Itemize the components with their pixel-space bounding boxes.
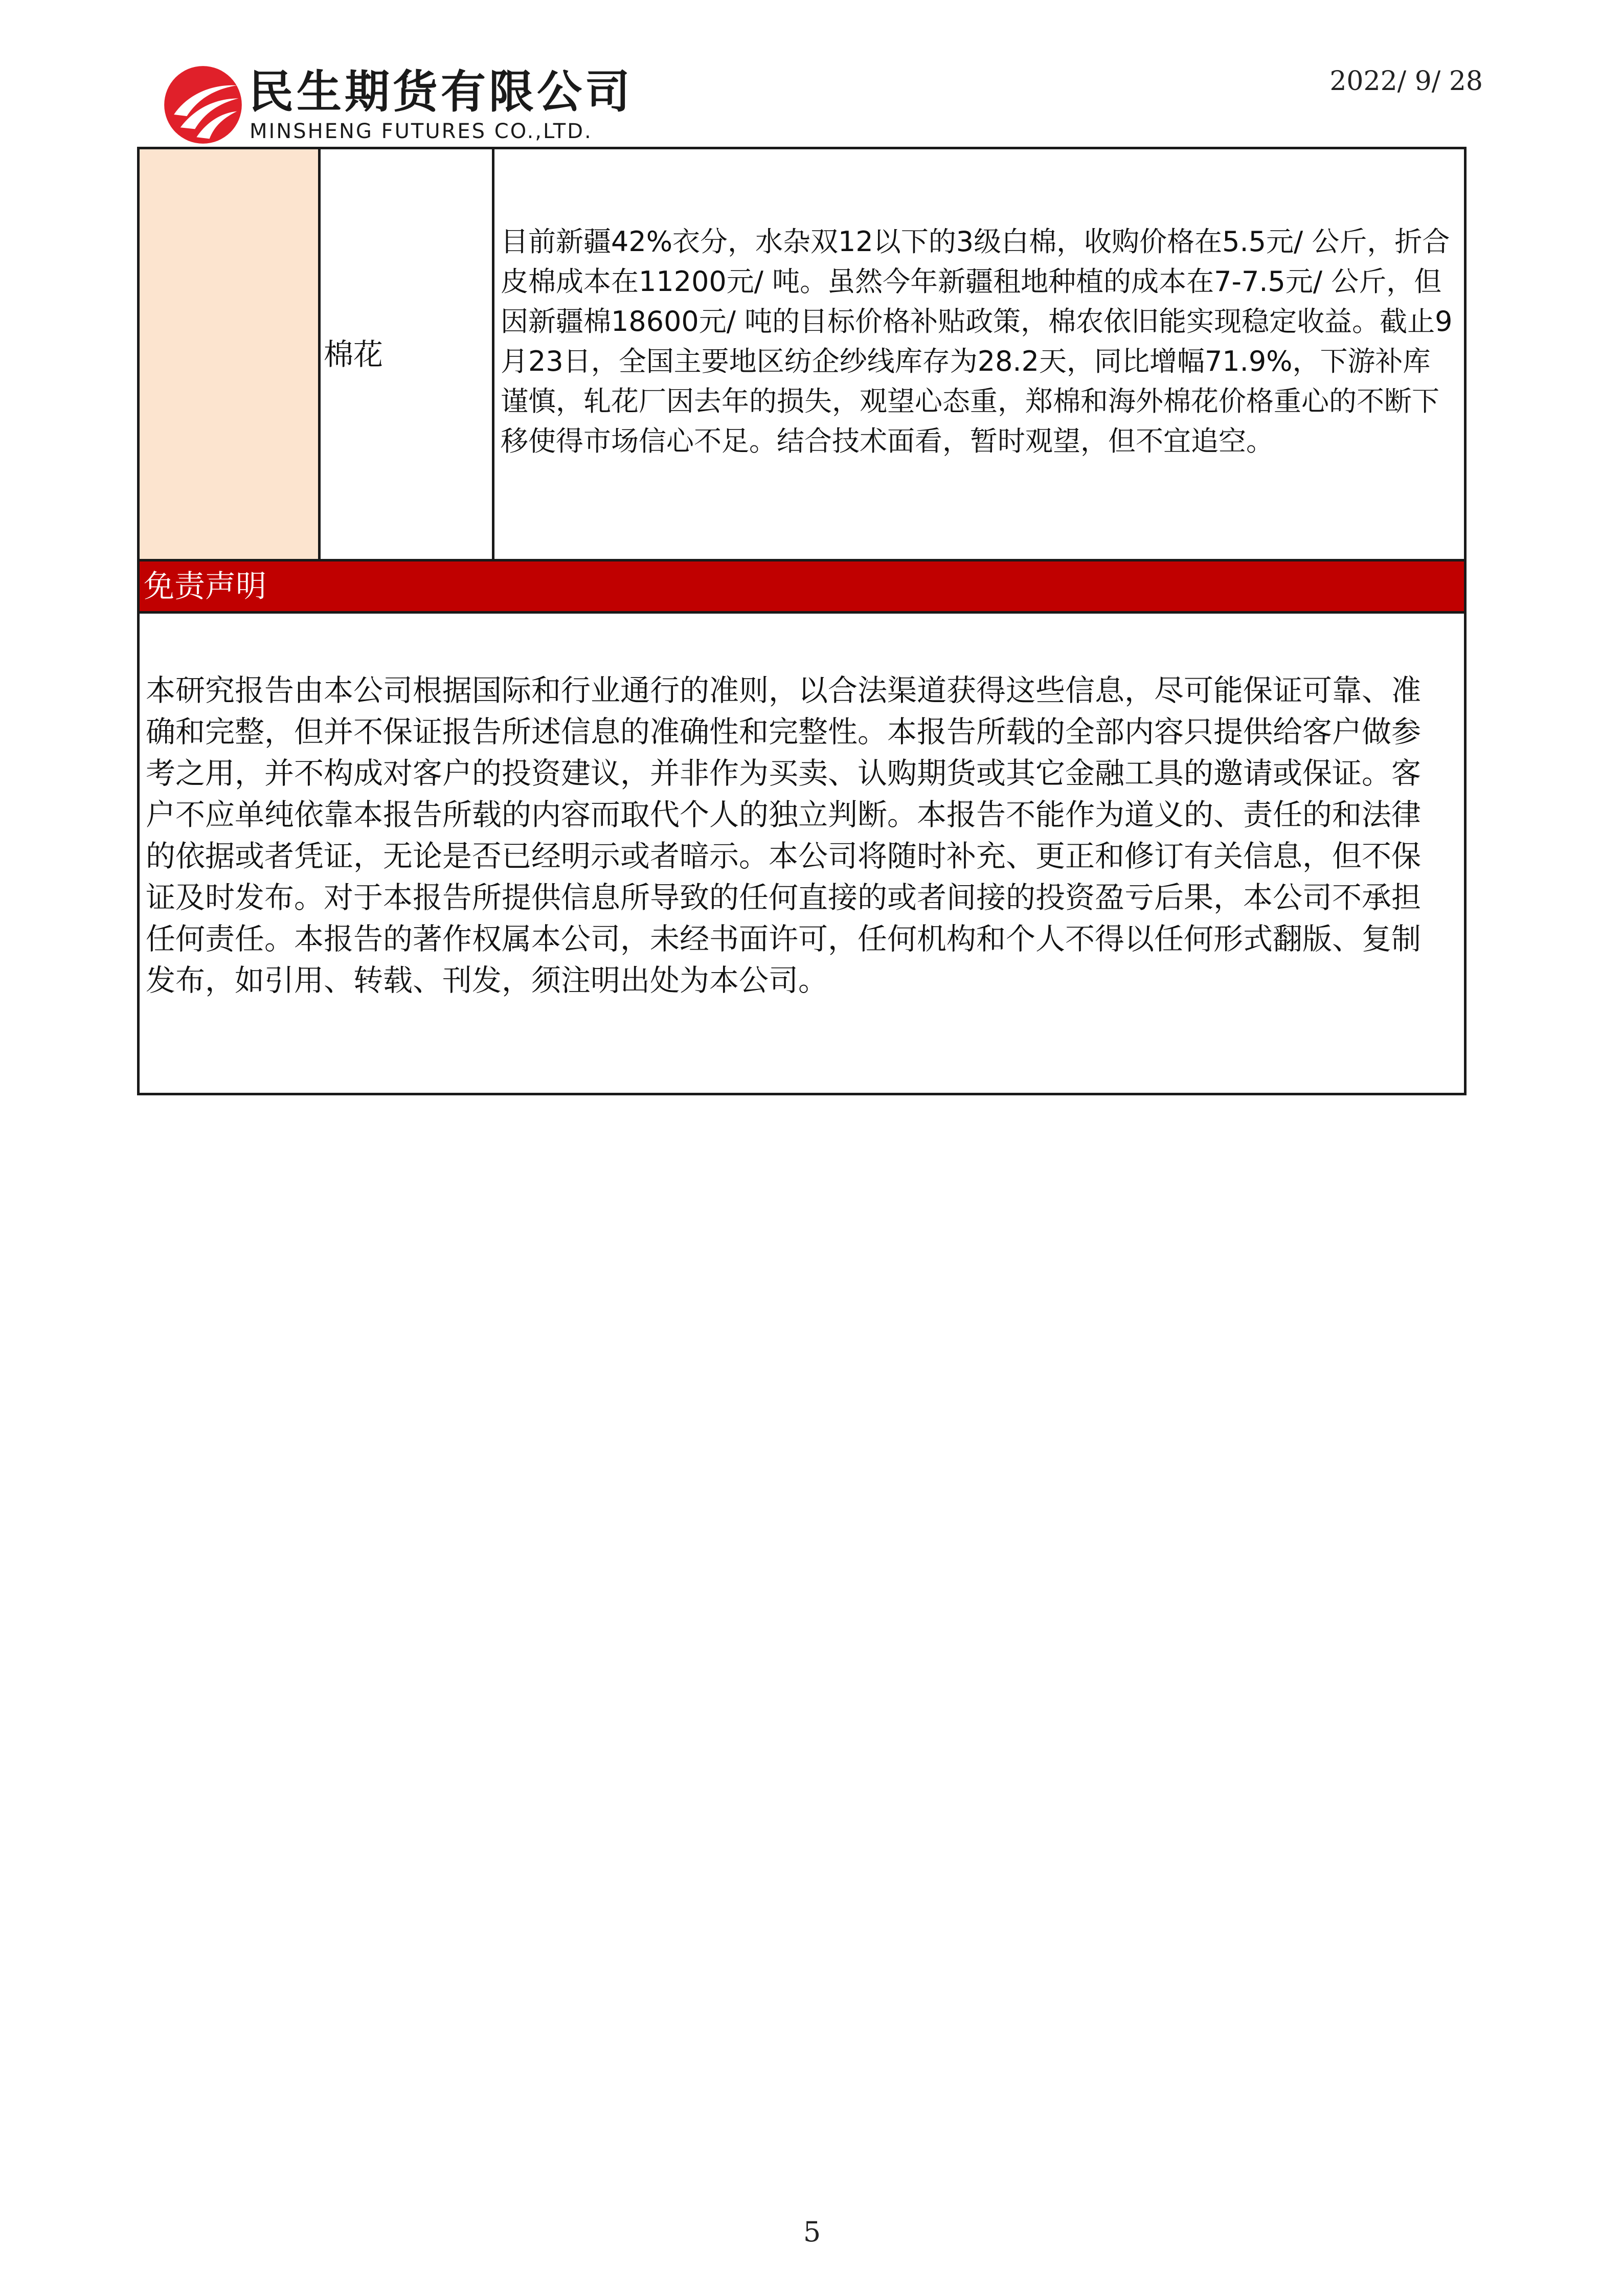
disclaimer-header [137,561,1467,614]
company-logo [163,64,643,146]
commodity-analysis-text: 目前新疆42%衣分，水杂双12以下的3级白棉，收购价格在5.5元/ 公斤，折合皮棉成本在11200元/ 吨。虽然今年新疆租地种植的成本在7-7.5元/ 公斤，但因新疆棉18600元/ 吨的目标价格补贴政策，棉农依旧能实现稳定收益。截止9月23日，全国主要地区纺企纱线库存为28.2天，同比增幅71.9%，下游补库谨慎，轧花厂因去年的损失，观望心态重，郑棉和海外棉花价格重心的不断下移使得市场信心不足。结合技术面看，暂时观望，但不宜追空。 [501,226,1453,457]
commodity-name: 棉花 [324,336,384,372]
commodity-name-cell [321,149,494,559]
company-name-cn: 民生期货有限公司 [249,65,634,118]
category-cell [140,149,321,559]
company-name-en: MINSHENG FUTURES CO.,LTD. [250,120,593,143]
minsheng-logo-icon [163,64,243,145]
disclaimer-text: 本研究报告由本公司根据国际和行业通行的准则，以合法渠道获得这些信息，尽可能保证可靠、准确和完整，但并不保证报告所述信息的准确性和完整性。本报告所载的全部内容只提供给客户做参考之用，并不构成对客户的投资建议，并非作为买卖、认购期货或其它金融工具的邀请或保证。客户不应单纯依靠本报告所载的内容而取代个人的独立判断。本报告不能作为道义的、责任的和法律的依据或者凭证，无论是否已经明示或者暗示。本公司将随时补充、更正和修订有关信息，但不保证及时发布。对于本报告所提供信息所导致的任何直接的或者间接的投资盈亏后果，本公司不承担任何责任。本报告的著作权属本公司，未经书面许可，任何机构和个人不得以任何形式翻版、复制发布，如引用、转载、刊发，须注明出处为本公司。 [137,614,1467,1095]
disclaimer-title: 免责声明 [144,568,266,604]
page-number: 5 [803,2216,821,2248]
report-date: 2022/ 9/ 28 [1329,66,1483,97]
commodity-table-row [137,147,1467,561]
